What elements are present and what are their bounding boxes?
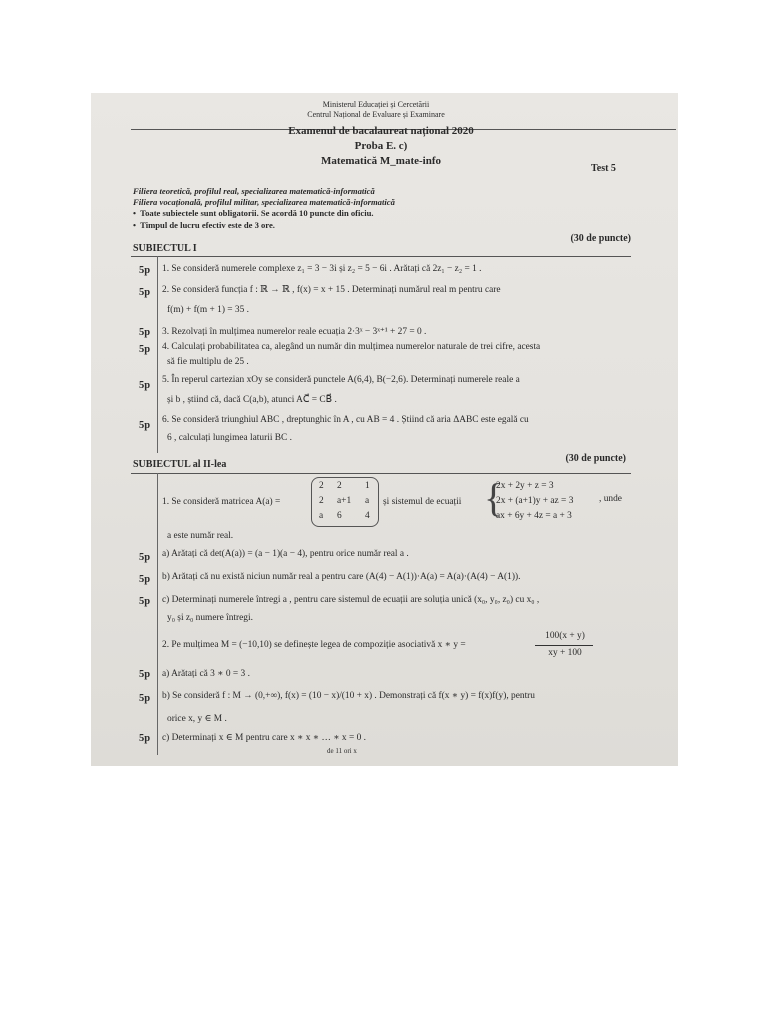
score-2-2b: 5p bbox=[139, 693, 151, 704]
score-2c: 5p bbox=[139, 596, 151, 607]
score-2a: 5p bbox=[139, 552, 151, 563]
exam-photo bbox=[91, 93, 678, 766]
s2-q1c-line2: y₀ și z₀ numere întregi. bbox=[167, 613, 253, 623]
score-3: 5p bbox=[139, 327, 151, 338]
system-intro: și sistemul de ecuații bbox=[383, 497, 462, 507]
s1-q6-line1: 6. Se consideră triunghiul ABC , dreptunghic în A , cu AB = 4 . Știind că aria ΔABC este egală cu bbox=[162, 415, 529, 425]
info-line-1: Filiera teoretică, profilul real, specializarea matematică-informatică bbox=[133, 186, 375, 196]
matrix-row-3: a 6 4 bbox=[319, 511, 370, 521]
score-4: 5p bbox=[139, 344, 151, 355]
ministry-text: Ministerul Educației și Cercetării bbox=[322, 100, 430, 109]
s1-q5-line1: 5. În reperul cartezian xOy se consideră punctele A(6,4), B(−2,6). Determinați numerele reale a bbox=[162, 375, 520, 385]
s2-q1c-line1: c) Determinați numerele întregi a , pentru care sistemul de ecuații are soluția unică (x₀, y₀, z₀) cu x₀ , bbox=[162, 595, 540, 605]
bullet-2: • Timpul de lucru efectiv este de 3 ore. bbox=[133, 220, 275, 230]
s1-q4-line2: să fie multiplu de 25 . bbox=[167, 357, 249, 367]
s1-q5-line2: și b , știind că, dacă C(a,b), atunci AC⃗ = CB⃗ . bbox=[167, 395, 337, 405]
s1-q1: 1. Se consideră numerele complexe z₁ = 3 − 3i și z₂ = 5 − 6i . Arătați că 2z₁ − z₂ = 1 . bbox=[162, 264, 482, 274]
section-2-title: SUBIECTUL al II-lea bbox=[133, 459, 227, 470]
p2-denominator: xy + 100 bbox=[548, 648, 582, 658]
score-5: 5p bbox=[139, 380, 151, 391]
p2-intro: 2. Pe mulțimea M = (−10,10) se definește legea de compoziție asociativă x ∗ y = bbox=[162, 640, 466, 650]
system-eq-2: 2x + (a+1)y + az = 3 bbox=[496, 496, 574, 506]
matrix-row-1: 2 2 1 bbox=[319, 481, 370, 491]
center-text: Centrul Național de Evaluare și Examinare bbox=[307, 110, 445, 119]
score-2: 5p bbox=[139, 287, 151, 298]
system-eq-3: ax + 6y + 4z = a + 3 bbox=[496, 511, 572, 521]
score-1: 5p bbox=[139, 265, 151, 276]
s2-q1b: b) Arătați că nu există niciun număr real a pentru care (A(4) − A(1))·A(a) = A(a)·(A(4) − A(1)). bbox=[162, 572, 521, 582]
s2-q1a: a) Arătați că det(A(a)) = (a − 1)(a − 4), pentru orice număr real a . bbox=[162, 549, 409, 559]
s2-q2c: c) Determinați x ∈ M pentru care x ∗ x ∗ … ∗ x = 0 . bbox=[162, 733, 366, 743]
system-brace: { bbox=[484, 475, 504, 520]
score-6: 5p bbox=[139, 420, 151, 431]
p2-fraction-bar bbox=[535, 645, 593, 646]
s2-q2b-line2: orice x, y ∈ M . bbox=[167, 714, 227, 724]
a-real-text: a este număr real. bbox=[167, 531, 234, 541]
section-1-rule bbox=[131, 256, 631, 257]
system-eq-1: 2x + 2y + z = 3 bbox=[496, 481, 554, 491]
info-line-2: Filiera vocațională, profilul militar, specializarea matematică-informatică bbox=[133, 197, 395, 207]
score-column-line-1 bbox=[157, 256, 158, 453]
matrix-row-2: 2 a+1 a bbox=[319, 496, 370, 506]
section-1-points: (30 de puncte) bbox=[570, 233, 631, 244]
underbrace-label: de 11 ori x bbox=[327, 747, 357, 755]
p1-intro: 1. Se consideră matricea A(a) = bbox=[162, 497, 281, 507]
score-2b: 5p bbox=[139, 574, 151, 585]
section-1-title: SUBIECTUL I bbox=[133, 243, 197, 254]
s1-q4-line1: 4. Calculați probabilitatea ca, alegând un număr din mulțimea numerelor naturale de trei cifre, acesta bbox=[162, 342, 541, 352]
s1-q3: 3. Rezolvați în mulțimea numerelor reale ecuația 2·3ˣ − 3ˣ⁺¹ + 27 = 0 . bbox=[162, 327, 427, 337]
s1-q6-line2: 6 , calculați lungimea laturii BC . bbox=[167, 433, 292, 443]
score-2-2c: 5p bbox=[139, 733, 151, 744]
exam-title: Examenul de bacalaureat național 2020 bbox=[288, 125, 474, 137]
score-column-line-2 bbox=[157, 473, 158, 755]
section-2-points: (30 de puncte) bbox=[565, 453, 626, 464]
proba-title: Proba E. c) bbox=[354, 140, 408, 152]
bullet-1: • Toate subiectele sunt obligatorii. Se acordă 10 puncte din oficiu. bbox=[133, 208, 374, 218]
s2-q2a: a) Arătați că 3 ∗ 0 = 3 . bbox=[162, 669, 250, 679]
unde-text: , unde bbox=[599, 494, 622, 504]
subject-title: Matematică M_mate-info bbox=[320, 155, 442, 167]
s1-q2-line1: 2. Se consideră funcția f : ℝ → ℝ , f(x) = x + 15 . Determinați numărul real m pentru care bbox=[162, 285, 501, 295]
s2-q2b-line1: b) Se consideră f : M → (0,+∞), f(x) = (10 − x)/(10 + x) . Demonstrați că f(x ∗ y) = f(x)f(y), pentru bbox=[162, 691, 535, 701]
p2-numerator: 100(x + y) bbox=[545, 631, 585, 641]
test-number: Test 5 bbox=[591, 163, 616, 174]
score-2-2a: 5p bbox=[139, 669, 151, 680]
s1-q2-line2: f(m) + f(m + 1) = 35 . bbox=[167, 305, 249, 315]
section-2-rule bbox=[131, 473, 631, 474]
